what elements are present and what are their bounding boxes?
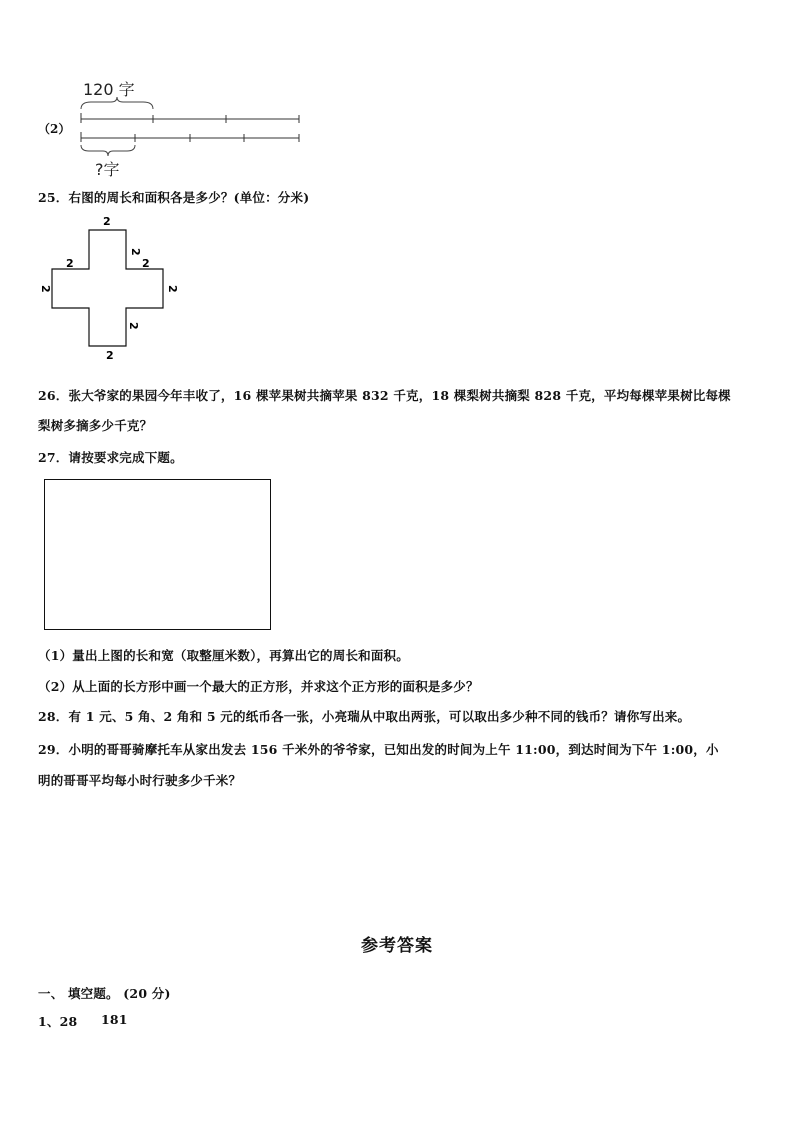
answer-1-label: 1、28 [38,1014,78,1029]
dim-label-right-lower: 2 [127,322,140,330]
part-2-label: （2） [38,122,71,136]
segment-bar-diagram [75,75,310,180]
question-28: 28．有 1 元、5 角、2 角和 5 元的纸币各一张，小亮瑞从中取出两张，可以取出多少种不同的钱币？请你写出来。 [38,709,691,724]
cross-shape-figure [36,212,181,364]
dim-label-right-upper: 2 [129,248,142,256]
rectangle-figure [44,479,271,630]
question-27: 27．请按要求完成下题。 [38,450,183,465]
question-27-sub2: （2）从上面的长方形中画一个最大的正方形，并求这个正方形的面积是多少？ [38,679,479,694]
question-26-line1: 26．张大爷家的果园今年丰收了，16 棵苹果树共摘苹果 832 千克，18 棵梨树共摘梨 828 千克，平均每棵苹果树比每棵 [38,388,731,403]
top-label: 120 字 [83,80,135,99]
dim-label-left-side: 2 [39,285,52,293]
dim-label-bottom: 2 [106,349,114,362]
dim-label-right-side: 2 [166,285,179,293]
dim-label-left-arm-top: 2 [66,257,74,270]
dim-label-top: 2 [103,215,111,228]
answers-title: 参考答案 [361,936,433,956]
question-29-line2: 明的哥哥平均每小时行驶多少千米？ [38,773,242,788]
dim-label-right-arm-top: 2 [142,257,150,270]
answers-section-heading: 一、 填空题。 (20 分) [38,986,171,1001]
question-29-line1: 29．小明的哥哥骑摩托车从家出发去 156 千米外的爷爷家，已知出发的时间为上午 11:00，到达时间为下午 1:00，小 [38,742,719,757]
answer-1-value: 181 [101,1012,128,1027]
question-27-sub1: （1）量出上图的长和宽（取整厘米数），再算出它的周长和面积。 [38,648,409,663]
question-26-line2: 梨树多摘多少千克？ [38,418,153,433]
bottom-label: ?字 [95,160,120,179]
question-25: 25．右图的周长和面积各是多少？(单位：分米) [38,190,310,205]
